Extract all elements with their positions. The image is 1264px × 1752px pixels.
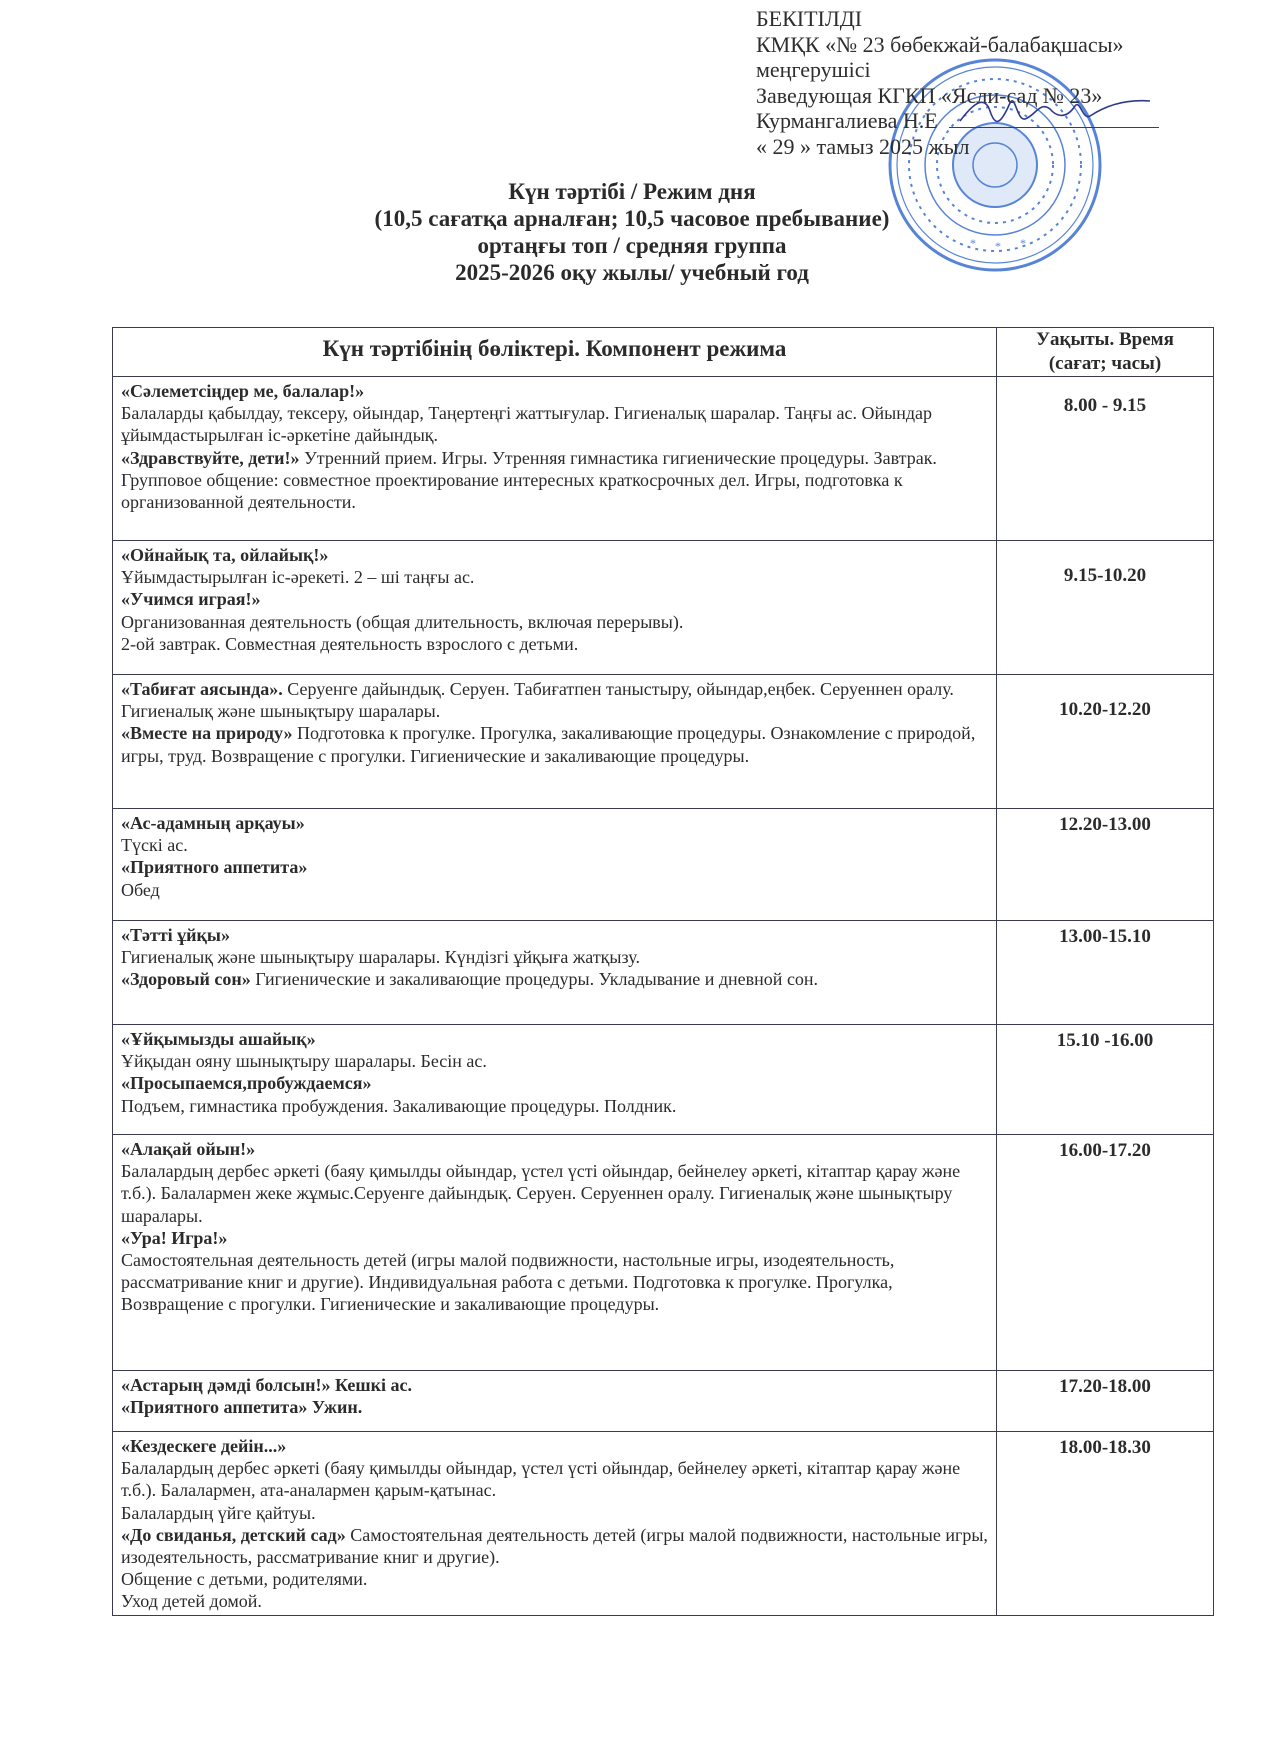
table-row bbox=[113, 377, 1214, 541]
header-component: Күн тәртібінің бөліктері. Компонент режима bbox=[113, 328, 997, 377]
time-cell: 15.10 -16.00 bbox=[997, 1025, 1214, 1135]
activity-title: «Ұйқымызды ашайық» bbox=[121, 1029, 316, 1049]
header-time bbox=[997, 328, 1214, 377]
activity-description: Утренний прием. Игры. Утренняя гимнастика гигиенические процедуры. Завтрак. Групповое общение: совместное проектирование интересных краткосрочных дел. Игры, подготовка к организованной деятельности. bbox=[121, 447, 937, 513]
activity-description: Гигиеналық және шынықтыру шаралары. Күндізгі ұйқыға жатқызу. bbox=[121, 947, 640, 968]
activity-title: «Кездескеге дейін...» bbox=[121, 1436, 287, 1456]
component-cell bbox=[113, 1371, 997, 1432]
activity-title: «Приятного аппетита» bbox=[121, 857, 308, 878]
activity-title: «Астарың дәмді болсын!» Кешкі ас. bbox=[121, 1375, 412, 1395]
activity-title: «Приятного аппетита» Ужин. bbox=[121, 1397, 363, 1418]
table-row bbox=[113, 809, 1214, 921]
activity-description: Подготовка к прогулке. Прогулка, закаливающие процедуры. Ознакомление с природой, игры, труд. Возвращение с прогулки. Гигиенические и закаливающие процедуры. bbox=[121, 723, 976, 766]
component-cell bbox=[113, 377, 997, 541]
activity-title: «Ас-адамның арқауы» bbox=[121, 813, 305, 833]
title-line-2: (10,5 сағатқа арналған; 10,5 часовое пребывание) bbox=[374, 206, 890, 231]
signature-icon bbox=[955, 91, 1155, 131]
activity-description: Балалардың дербес әркеті (баяу қимылды ойындар, үстел үсті ойындар, бейнелеу әркеті, кітаптар қарау және т.б.). Балалармен, ата-аналармен қарым-қатынас. bbox=[121, 1458, 961, 1501]
activity-description: Балалардың үйге қайтуы. bbox=[121, 1502, 316, 1523]
table-row bbox=[113, 541, 1214, 675]
component-cell bbox=[113, 921, 997, 1025]
activity-description: Серуенге дайындық. Серуен. Табиғатпен таныстыру, ойындар,еңбек. Серуеннен оралу. Гигиеналық және шынықтыру шаралары. bbox=[121, 679, 954, 722]
time-cell: 16.00-17.20 bbox=[997, 1135, 1214, 1371]
activity-title: «Вместе на природу» bbox=[121, 723, 293, 744]
time-cell: 13.00-15.10 bbox=[997, 921, 1214, 1025]
activity-title: «Ура! Игра!» bbox=[121, 1227, 228, 1248]
svg-text:*: * bbox=[970, 236, 976, 250]
activity-title: «Учимся играя!» bbox=[121, 589, 261, 610]
activity-title: «Ойнайық та, ойлайық!» bbox=[121, 545, 329, 565]
approval-org-kz: КМҚК «№ 23 бөбекжай-балабақшасы» bbox=[756, 31, 1124, 57]
activity-description: Общение с детьми, родителями. bbox=[121, 1569, 368, 1590]
activity-description: Түскі ас. bbox=[121, 835, 188, 856]
activity-title: «Сәлеметсіңдер ме, балалар!» bbox=[121, 381, 365, 401]
activity-title: «Алақай ойын!» bbox=[121, 1139, 256, 1159]
time-cell: 10.20-12.20 bbox=[997, 675, 1214, 809]
signer-name: Курмангалиева Н.Е bbox=[756, 108, 938, 133]
activity-title: «Табиғат аясында». bbox=[121, 679, 283, 699]
activity-description: Обед bbox=[121, 879, 160, 900]
activity-description: Гигиенические и закаливающие процедуры. Укладывание и дневной сон. bbox=[250, 969, 819, 990]
time-cell: 8.00 - 9.15 bbox=[997, 377, 1214, 541]
component-cell bbox=[113, 809, 997, 921]
time-cell: 17.20-18.00 bbox=[997, 1371, 1214, 1432]
activity-description: 2-ой завтрак. Совместная деятельность взрослого с детьми. bbox=[121, 633, 579, 654]
schedule-table bbox=[112, 327, 1214, 1616]
table-header-row bbox=[113, 328, 1214, 377]
table-row bbox=[113, 1025, 1214, 1135]
table-row bbox=[113, 1371, 1214, 1432]
signature-line bbox=[949, 113, 1159, 128]
activity-description: Уход детей домой. bbox=[121, 1591, 262, 1612]
time-cell: 9.15-10.20 bbox=[997, 541, 1214, 675]
table-body bbox=[113, 377, 1214, 1616]
title-line-1: Күн тәртібі / Режим дня bbox=[508, 179, 756, 204]
activity-description: Ұйқыдан ояну шынықтыру шаралары. Бесін ас. bbox=[121, 1051, 487, 1072]
activity-title: «До свиданья, детский сад» bbox=[121, 1524, 346, 1545]
activity-description: Подъем, гимнастика пробуждения. Закаливающие процедуры. Полдник. bbox=[121, 1095, 677, 1116]
activity-description: Самостоятельная деятельность детей (игры малой подвижности, настольные игры, изодеятельность, рассматривание книг и другие). Индивидуальная работа с детьми. Подготовка к прогулке. Прогулка, Возвращение с прогулки. Гигиенические и закаливающие процедуры. bbox=[121, 1250, 895, 1315]
table-row bbox=[113, 675, 1214, 809]
approval-position-kz: меңгерушісі bbox=[756, 57, 871, 82]
title-line-3: ортаңғы топ / средняя группа bbox=[477, 233, 787, 258]
table-row bbox=[113, 1135, 1214, 1371]
activity-title: «Здоровый сон» bbox=[121, 969, 251, 990]
time-cell: 12.20-13.00 bbox=[997, 809, 1214, 921]
activity-title: «Тәтті ұйқы» bbox=[121, 925, 230, 945]
activity-description: Балалардың дербес әркеті (баяу қимылды ойындар, үстел үсті ойындар, бейнелеу әркеті, кітаптар қарау және т.б.). Балалармен жеке жұмыс.Серуенге дайындық. Серуен. Серуеннен оралу. Гигиеналық және шынықтыру шаралары. bbox=[121, 1161, 961, 1226]
activity-title: «Просыпаемся,пробуждаемся» bbox=[121, 1073, 372, 1094]
approval-title: БЕКІТІЛДІ bbox=[756, 6, 863, 31]
component-cell bbox=[113, 1025, 997, 1135]
header-time-line-1: Уақыты. Время bbox=[1036, 329, 1174, 350]
approval-block bbox=[756, 6, 1159, 159]
activity-description: Организованная деятельность (общая длительность, включая перерывы). bbox=[121, 611, 684, 632]
component-cell bbox=[113, 1432, 997, 1616]
time-cell: 18.00-18.30 bbox=[997, 1432, 1214, 1616]
component-cell bbox=[113, 541, 997, 675]
approval-date: « 29 » тамыз 2025 жыл bbox=[756, 133, 970, 159]
table-row bbox=[113, 1432, 1214, 1616]
header-time-line-2: (сағат; часы) bbox=[1048, 353, 1162, 374]
title-line-4: 2025-2026 оқу жылы/ учебный год bbox=[455, 260, 809, 285]
document-title bbox=[0, 178, 1264, 286]
approval-position-ru: Заведующая КГКП «Ясли-сад № 23» bbox=[756, 82, 1103, 108]
svg-text:*: * bbox=[1020, 236, 1026, 250]
activity-description: Балаларды қабылдау, тексеру, ойындар, Таңертеңгі жаттығулар. Гигиеналық шаралар. Таңғы ас. Ойындар ұйымдастырылған іс-әркетіне дайындық. bbox=[121, 403, 933, 446]
component-cell bbox=[113, 675, 997, 809]
component-cell bbox=[113, 1135, 997, 1371]
activity-title: «Здравствуйте, дети!» bbox=[121, 447, 300, 468]
table-row bbox=[113, 921, 1214, 1025]
svg-text:*: * bbox=[995, 239, 1001, 253]
approval-signer bbox=[756, 108, 1159, 134]
activity-description: Ұйымдастырылған іс-әрекеті. 2 – ші таңғы ас. bbox=[121, 567, 475, 588]
activity-description: Самостоятельная деятельность детей (игры малой подвижности, настольные игры, изодеятельность, рассматривание книг и другие). bbox=[121, 1524, 988, 1568]
